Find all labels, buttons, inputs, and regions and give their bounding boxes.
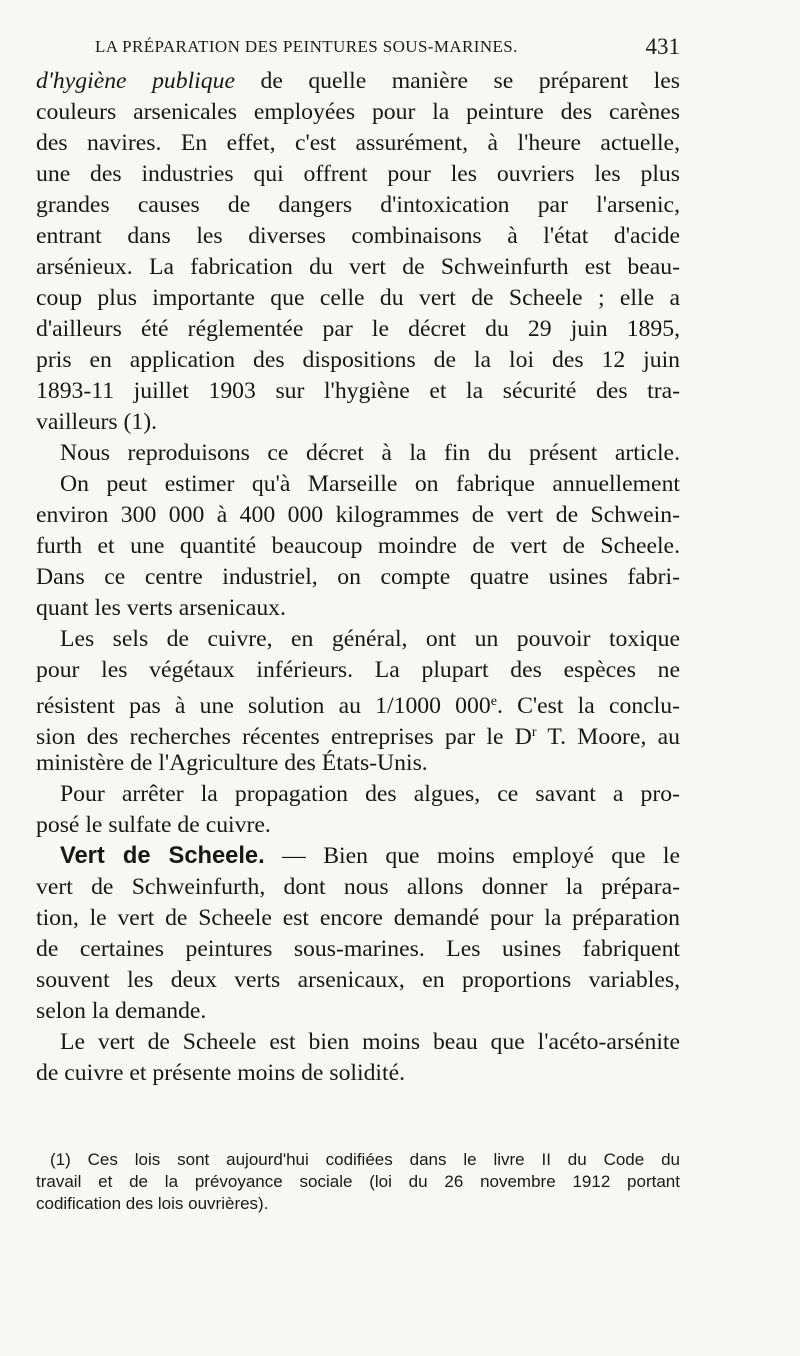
- italic-phrase: d'hygiène publique: [36, 68, 235, 94]
- section-heading-line: Vert de Scheele. — Bien que moins employé que le: [60, 843, 680, 869]
- text-line: Dans ce centre industriel, on compte quatre usines fabri-: [36, 564, 680, 590]
- text-line: d'ailleurs été réglementée par le décret du 29 juin 1895,: [36, 316, 680, 342]
- text-line: selon la demande.: [36, 998, 207, 1024]
- text-line: vert de Schweinfurth, dont nous allons donner la prépara-: [36, 874, 680, 900]
- text-line: d'hygiène publique de quelle manière se préparent les: [36, 68, 680, 94]
- footnote-line: (1) Ces lois sont aujourd'hui codifiées dans le livre II du Code du: [50, 1150, 680, 1169]
- text-line: arsénieux. La fabrication du vert de Schweinfurth est beau-: [36, 254, 680, 280]
- paragraph-first-line: Le vert de Scheele est bien moins beau que l'acéto-arsénite: [60, 1029, 680, 1055]
- text-line: pour les végétaux inférieurs. La plupart des espèces ne: [36, 657, 680, 683]
- text-line: posé le sulfate de cuivre.: [36, 812, 271, 838]
- text-line: vailleurs (1).: [36, 409, 158, 435]
- section-heading: Vert de Scheele.: [60, 843, 265, 869]
- text-line: pris en application des dispositions de la loi des 12 juin: [36, 347, 680, 373]
- text-line: entrant dans les diverses combinaisons à l'état d'acide: [36, 223, 680, 249]
- text-line: résistent pas à une solution au 1/1000 000e. C'est la conclu-: [36, 693, 680, 719]
- text-line: de certaines peintures sous-marines. Les usines fabriquent: [36, 936, 680, 962]
- text-line: 1893-11 juillet 1903 sur l'hygiène et la sécurité des tra-: [36, 378, 680, 404]
- page-number: 431: [645, 34, 680, 59]
- superscript-e: e: [490, 694, 497, 709]
- text-line: coup plus importante que celle du vert de Scheele ; elle a: [36, 285, 680, 311]
- text-line: quant les verts arsenicaux.: [36, 595, 286, 621]
- paragraph-first-line: Nous reproduisons ce décret à la fin du présent article.: [60, 440, 680, 466]
- text-line: tion, le vert de Scheele est encore demandé pour la préparation: [36, 905, 680, 931]
- text-line: couleurs arsenicales employées pour la peinture des carènes: [36, 99, 680, 125]
- paragraph-first-line: Les sels de cuivre, en général, ont un pouvoir toxique: [60, 626, 680, 652]
- footnote-line: travail et de la prévoyance sociale (loi du 26 novembre 1912 portant: [36, 1172, 680, 1191]
- superscript-r: r: [531, 725, 537, 740]
- text-line: des navires. En effet, c'est assurément, à l'heure actuelle,: [36, 130, 680, 156]
- paragraph-first-line: On peut estimer qu'à Marseille on fabrique annuellement: [60, 471, 680, 497]
- footnote-line: codification des lois ouvrières).: [36, 1194, 269, 1213]
- text-line: grandes causes de dangers d'intoxication par l'arsenic,: [36, 192, 680, 218]
- text-line: de cuivre et présente moins de solidité.: [36, 1060, 406, 1086]
- running-header: [36, 36, 680, 62]
- paragraph-first-line: Pour arrêter la propagation des algues, ce savant a pro-: [60, 781, 680, 807]
- text-line: sion des recherches récentes entreprises par le $D^r$ T. Moore, au: [36, 724, 681, 750]
- text-line: environ 300 000 à 400 000 kilogrammes de vert de Schwein-: [36, 502, 680, 528]
- text-line: souvent les deux verts arsenicaux, en proportions variables,: [36, 967, 680, 993]
- running-title: LA PRÉPARATION DES PEINTURES SOUS-MARINES.: [95, 37, 518, 56]
- text-line: une des industries qui offrent pour les ouvriers les plus: [36, 161, 680, 187]
- text-line: ministère de l'Agriculture des États-Unis.: [36, 750, 428, 776]
- text-line: furth et une quantité beaucoup moindre de vert de Scheele.: [36, 533, 680, 559]
